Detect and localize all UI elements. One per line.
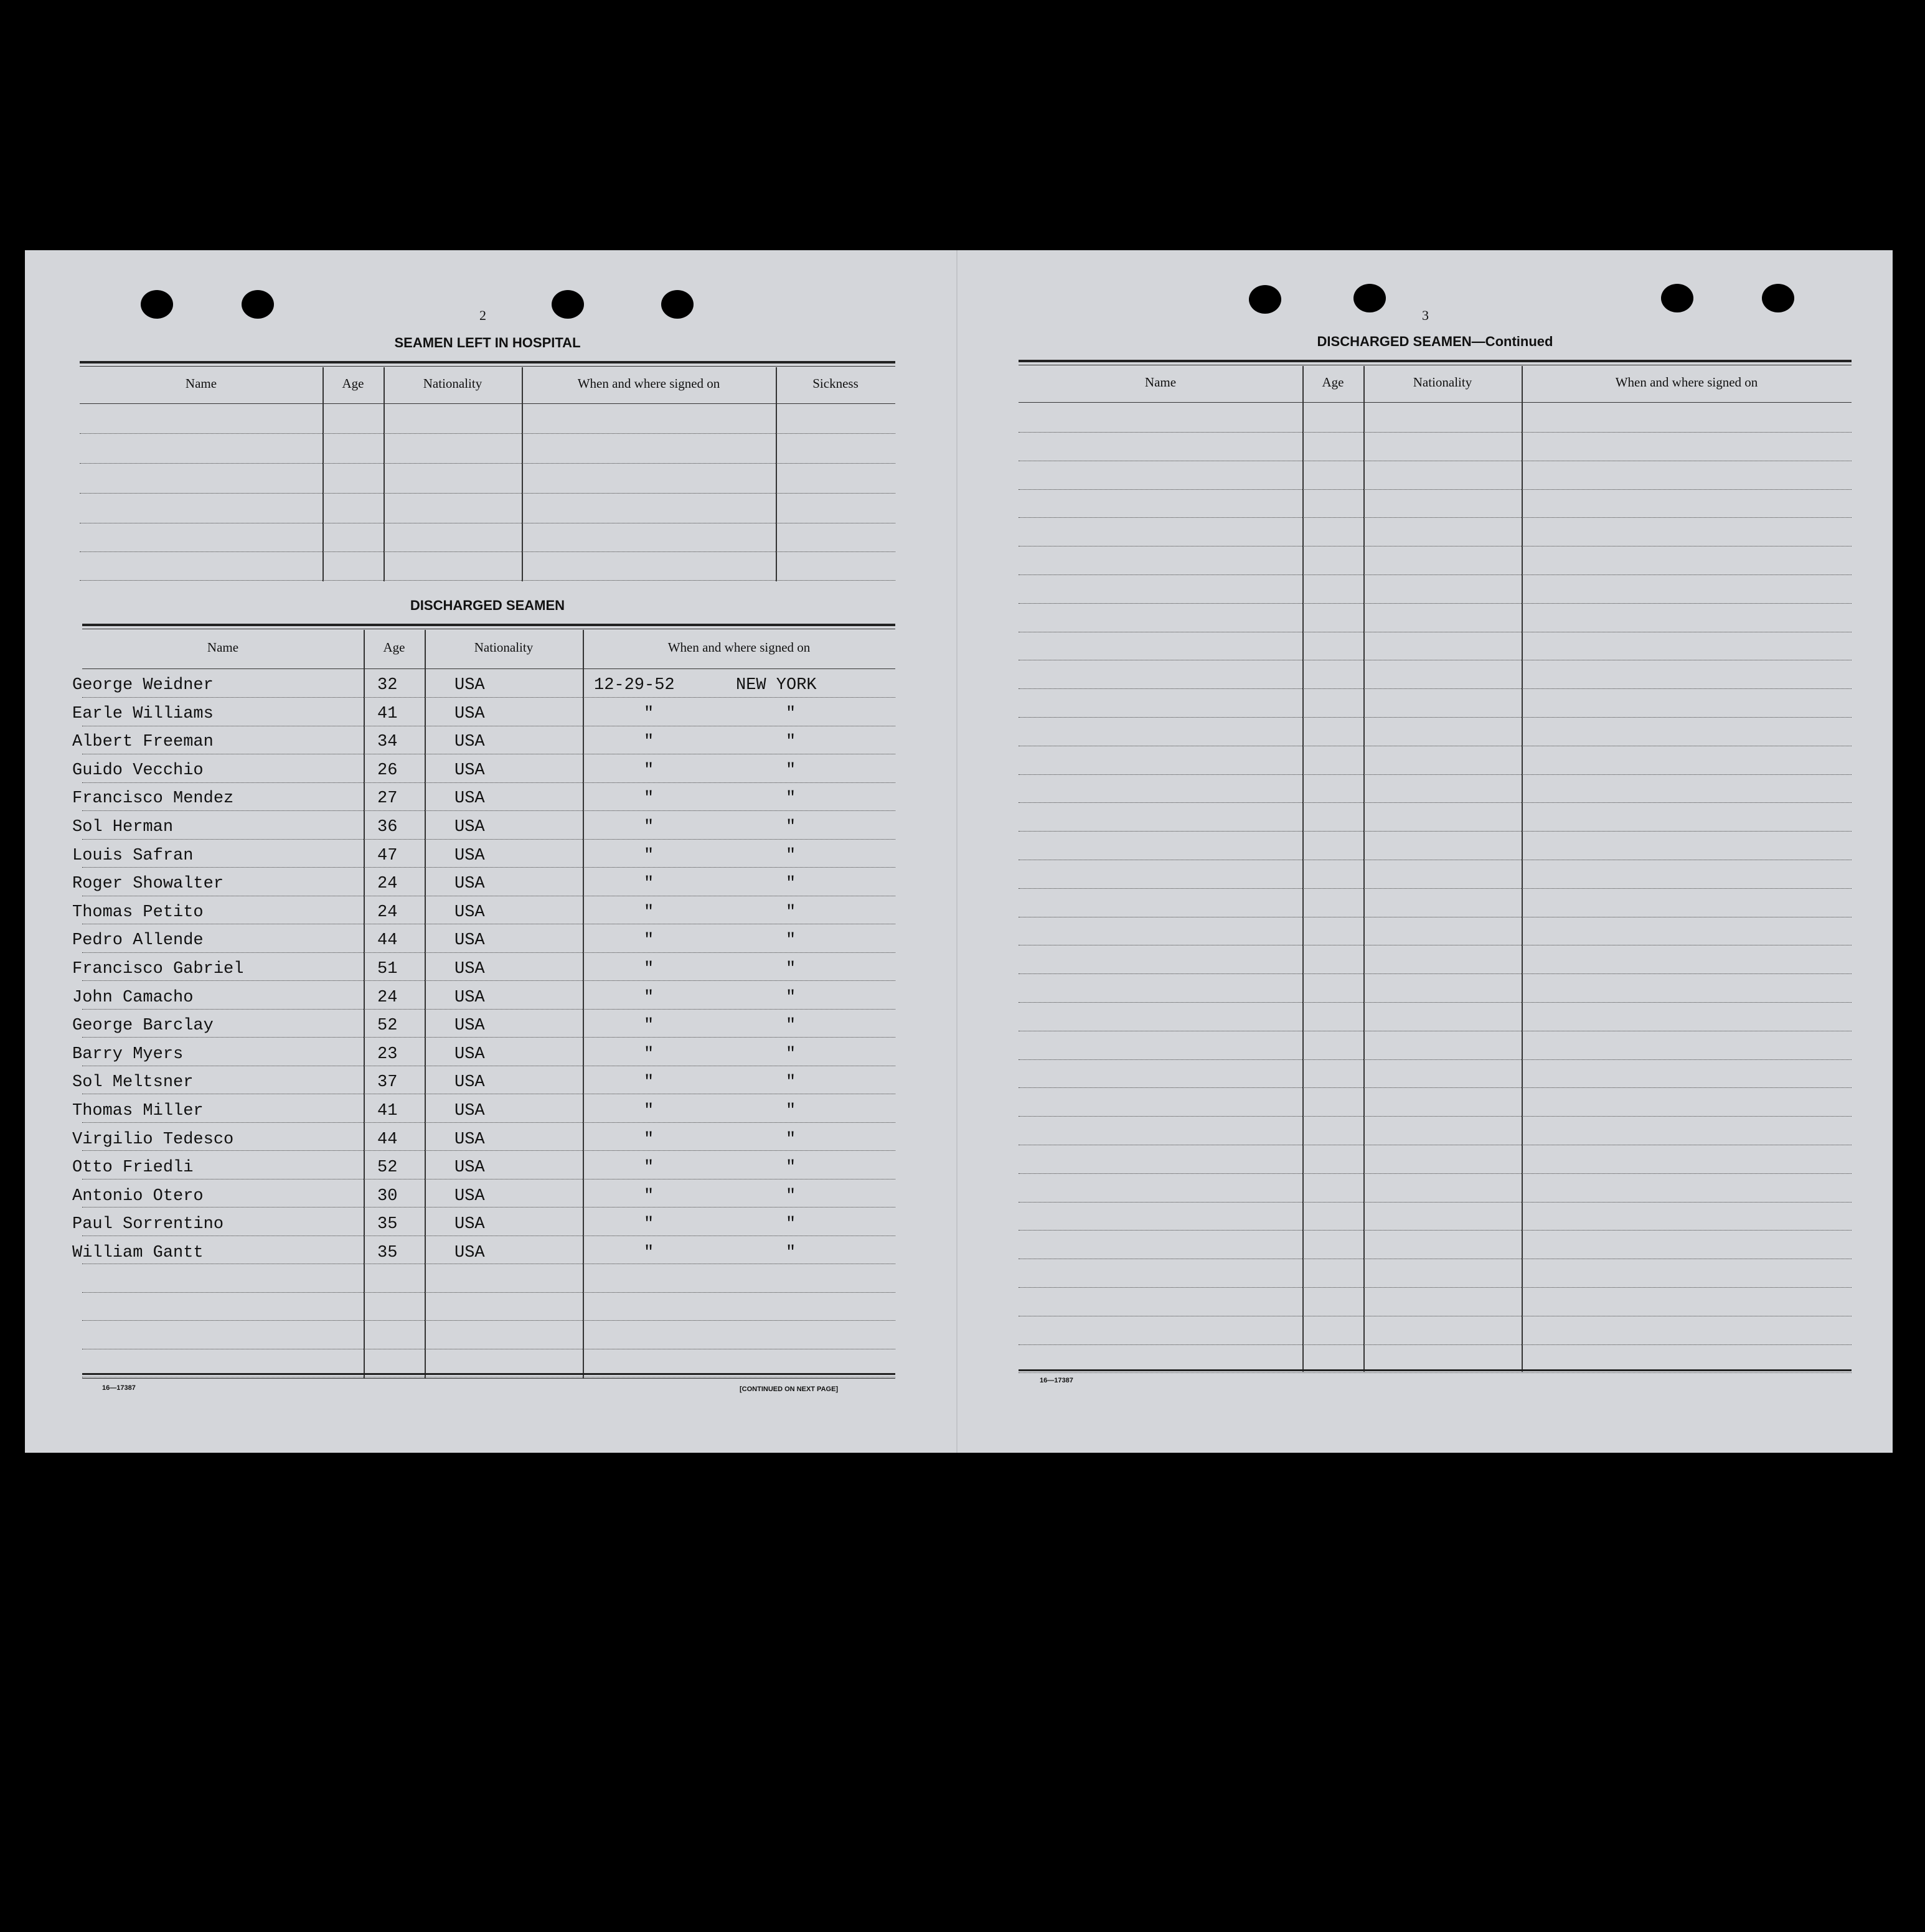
ruling-line: [82, 782, 895, 783]
seaman-age: 24: [377, 988, 398, 1007]
signed-on-date: ": [644, 903, 654, 922]
seaman-age: 23: [377, 1044, 398, 1064]
seaman-nationality: USA: [454, 875, 485, 894]
seaman-name: Earle Williams: [72, 704, 214, 723]
signed-on-place: ": [786, 1158, 796, 1178]
continued-header-nationality: Nationality: [1413, 375, 1472, 390]
signed-on-date: ": [644, 1215, 654, 1234]
ruling-line: [1019, 1230, 1852, 1231]
seaman-nationality: USA: [454, 1016, 485, 1036]
ruling-line: [82, 1320, 895, 1321]
seaman-nationality: USA: [454, 988, 485, 1007]
seaman-name: John Camacho: [72, 988, 194, 1007]
seaman-nationality: USA: [454, 1186, 485, 1206]
seaman-age: 37: [377, 1073, 398, 1092]
ruling-line: [82, 1037, 895, 1038]
signed-on-date: ": [644, 1073, 654, 1092]
seaman-age: 27: [377, 789, 398, 809]
seaman-nationality: USA: [454, 733, 485, 752]
seaman-age: 24: [377, 875, 398, 894]
seaman-nationality: USA: [454, 818, 485, 837]
signed-on-date: ": [644, 988, 654, 1007]
seaman-age: 44: [377, 931, 398, 950]
page-number-right: 3: [1422, 307, 1429, 323]
signed-on-date: ": [644, 1102, 654, 1120]
seaman-age: 26: [377, 761, 398, 780]
ruling-line: [1019, 432, 1852, 433]
ruling-line: [1019, 802, 1852, 803]
seaman-age: 47: [377, 846, 398, 865]
ruling-line: [1019, 1287, 1852, 1288]
seaman-age: 44: [377, 1130, 398, 1149]
signed-on-date: ": [644, 704, 654, 723]
punch-hole: [1661, 284, 1693, 312]
signed-on-place: ": [786, 761, 796, 780]
signed-on-place: ": [786, 931, 796, 950]
seaman-nationality: USA: [454, 789, 485, 809]
signed-on-place: ": [786, 1073, 796, 1092]
signed-on-place: ": [786, 960, 796, 978]
ruling-line: [82, 1292, 895, 1293]
form-number-left: 16—17387: [102, 1384, 136, 1392]
continued-header-signed-on: When and where signed on: [1615, 375, 1758, 390]
signed-on-date: ": [644, 1186, 654, 1206]
seaman-name: Paul Sorrentino: [72, 1215, 224, 1234]
ruling-line: [82, 697, 895, 698]
continued-note: [CONTINUED ON NEXT PAGE]: [740, 1386, 839, 1393]
signed-on-date: ": [644, 846, 654, 865]
seaman-name: Virgilio Tedesco: [72, 1130, 234, 1149]
seaman-nationality: USA: [454, 761, 485, 780]
signed-on-place: ": [786, 733, 796, 752]
ruling-line: [1019, 603, 1852, 604]
signed-on-place: ": [786, 1244, 796, 1262]
ruling-line: [1019, 1059, 1852, 1060]
signed-on-place: ": [786, 846, 796, 865]
signed-on-date: ": [644, 733, 654, 752]
seaman-age: 52: [377, 1016, 398, 1036]
punch-hole: [1249, 285, 1281, 314]
signed-on-place: ": [786, 1102, 796, 1120]
seaman-age: 35: [377, 1215, 398, 1234]
signed-on-place: ": [786, 1215, 796, 1234]
ruling-line: [1019, 574, 1852, 575]
hospital-header-age: Age: [342, 376, 364, 391]
signed-on-place: ": [786, 903, 796, 922]
seaman-age: 51: [377, 960, 398, 978]
seaman-age: 32: [377, 676, 398, 695]
ruling-line: [82, 1207, 895, 1208]
signed-on-place: ": [786, 875, 796, 894]
signed-on-date: ": [644, 761, 654, 780]
seaman-name: George Barclay: [72, 1016, 214, 1036]
discharged-header-age: Age: [383, 640, 405, 655]
ruling-line: [1019, 973, 1852, 974]
continued-header-age: Age: [1322, 375, 1344, 390]
seaman-name: Otto Friedli: [72, 1158, 194, 1178]
signed-on-place: ": [786, 789, 796, 809]
seaman-name: Sol Meltsner: [72, 1073, 194, 1092]
seaman-nationality: USA: [454, 1158, 485, 1178]
discharged-continued-title: DISCHARGED SEAMEN—Continued: [1317, 334, 1553, 349]
seaman-nationality: USA: [454, 903, 485, 922]
seaman-name: Barry Myers: [72, 1044, 184, 1064]
discharged-header-signed-on: When and where signed on: [667, 640, 811, 655]
seaman-nationality: USA: [454, 846, 485, 865]
ruling-line: [82, 980, 895, 981]
seaman-name: Francisco Mendez: [72, 789, 234, 809]
seaman-age: 35: [377, 1244, 398, 1262]
ruling-line: [82, 1150, 895, 1151]
seaman-age: 34: [377, 733, 398, 752]
ruling-line: [1019, 774, 1852, 775]
ruling-line: [82, 952, 895, 953]
signed-on-date: ": [644, 1158, 654, 1178]
hospital-header-nationality: Nationality: [423, 376, 482, 391]
form-number-right: 16—17387: [1040, 1377, 1073, 1384]
ruling-line: [1019, 717, 1852, 718]
seaman-age: 36: [377, 818, 398, 837]
page-fold: [956, 250, 958, 1453]
signed-on-date: ": [644, 818, 654, 837]
seaman-nationality: USA: [454, 1044, 485, 1064]
ruling-line: [82, 810, 895, 811]
ruling-line: [1019, 489, 1852, 490]
ruling-line: [1019, 831, 1852, 832]
ruling-line: [1019, 1116, 1852, 1117]
signed-on-place: ": [786, 1044, 796, 1064]
signed-on-date: ": [644, 960, 654, 978]
signed-on-date: ": [644, 1044, 654, 1064]
signed-on-place: NEW YORK: [736, 676, 817, 695]
hospital-header-signed-on: When and where signed on: [577, 376, 720, 391]
seaman-nationality: USA: [454, 931, 485, 950]
seaman-name: Sol Herman: [72, 818, 174, 837]
ruling-line: [1019, 517, 1852, 518]
seaman-name: Francisco Gabriel: [72, 960, 244, 978]
hospital-header-name: Name: [185, 376, 217, 391]
signed-on-date: ": [644, 1244, 654, 1262]
seaman-name: Albert Freeman: [72, 733, 214, 752]
signed-on-place: ": [786, 1130, 796, 1149]
signed-on-date: ": [644, 875, 654, 894]
signed-on-date: ": [644, 931, 654, 950]
seaman-name: George Weidner: [72, 676, 214, 695]
seaman-name: Antonio Otero: [72, 1186, 204, 1206]
signed-on-place: ": [786, 704, 796, 723]
seaman-nationality: USA: [454, 1215, 485, 1234]
ruling-line: [1019, 1202, 1852, 1203]
seaman-name: Roger Showalter: [72, 875, 224, 894]
seaman-age: 41: [377, 1102, 398, 1120]
signed-on-date: ": [644, 1130, 654, 1149]
seaman-nationality: USA: [454, 960, 485, 978]
seaman-name: Guido Vecchio: [72, 761, 204, 780]
ruling-line: [82, 1009, 895, 1010]
seaman-nationality: USA: [454, 1244, 485, 1262]
hospital-table: [80, 361, 895, 583]
punch-hole: [1353, 284, 1386, 312]
seaman-nationality: USA: [454, 704, 485, 723]
seaman-nationality: USA: [454, 1102, 485, 1120]
ruling-line: [82, 1122, 895, 1123]
ruling-line: [82, 867, 895, 868]
ruling-line: [1019, 1372, 1852, 1373]
seaman-nationality: USA: [454, 676, 485, 695]
hospital-section-title: SEAMEN LEFT IN HOSPITAL: [394, 335, 581, 350]
seaman-nationality: USA: [454, 1130, 485, 1149]
signed-on-place: ": [786, 988, 796, 1007]
ruling-line: [1019, 888, 1852, 889]
ruling-line: [1019, 688, 1852, 689]
seaman-name: Thomas Miller: [72, 1102, 204, 1120]
document-sheet: [25, 250, 1893, 1453]
discharged-section-title: DISCHARGED SEAMEN: [410, 598, 565, 613]
discharged-continued-table: [1019, 360, 1852, 1374]
punch-hole: [242, 290, 274, 319]
punch-hole: [141, 290, 173, 319]
signed-on-date: 12-29-52: [594, 676, 675, 695]
seaman-age: 30: [377, 1186, 398, 1206]
seaman-name: Louis Safran: [72, 846, 194, 865]
seaman-name: Thomas Petito: [72, 903, 204, 922]
hospital-header-sickness: Sickness: [812, 376, 859, 391]
signed-on-date: ": [644, 789, 654, 809]
punch-hole: [661, 290, 694, 319]
discharged-header-nationality: Nationality: [474, 640, 534, 655]
ruling-line: [1019, 1173, 1852, 1174]
signed-on-place: ": [786, 1016, 796, 1036]
continued-header-name: Name: [1144, 375, 1177, 390]
seaman-name: Pedro Allende: [72, 931, 204, 950]
ruling-line: [82, 839, 895, 840]
signed-on-place: ": [786, 1186, 796, 1206]
seaman-age: 52: [377, 1158, 398, 1178]
punch-hole: [552, 290, 584, 319]
ruling-line: [1019, 1344, 1852, 1345]
ruling-line: [1019, 1087, 1852, 1088]
seaman-nationality: USA: [454, 1073, 485, 1092]
signed-on-place: ": [786, 818, 796, 837]
page-number-left: 2: [479, 307, 486, 323]
signed-on-date: ": [644, 1016, 654, 1036]
discharged-header-name: Name: [207, 640, 239, 655]
seaman-age: 41: [377, 704, 398, 723]
seaman-name: William Gantt: [72, 1244, 204, 1262]
ruling-line: [1019, 1002, 1852, 1003]
punch-hole: [1762, 284, 1794, 312]
seaman-age: 24: [377, 903, 398, 922]
